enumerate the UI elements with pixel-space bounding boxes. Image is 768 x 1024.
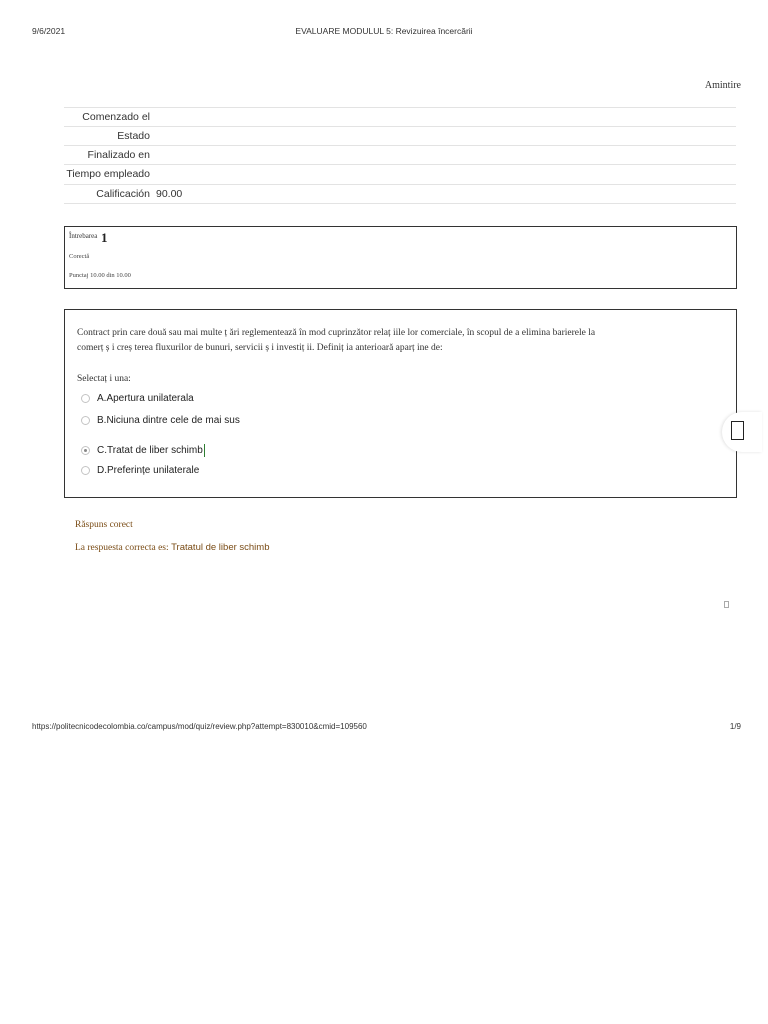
summary-label: Estado [117, 130, 150, 142]
summary-label: Finalizado en [87, 149, 150, 161]
summary-row-grade [64, 184, 736, 204]
text-cursor [204, 444, 205, 457]
summary-row-state [64, 126, 736, 145]
option-label: B.Niciuna dintre cele de mai sus [97, 415, 240, 426]
summary-row-time [64, 164, 736, 184]
question-label: Întrebarea [69, 232, 98, 240]
question-content-box [64, 309, 737, 498]
summary-label: Comenzado el [82, 111, 150, 123]
drawer-icon [731, 421, 744, 440]
placeholder-glyph-icon [724, 601, 729, 608]
answer-option-c[interactable] [81, 444, 205, 457]
summary-value [150, 127, 156, 145]
option-label: C.Tratat de liber schimb [97, 445, 203, 456]
answer-option-d[interactable] [81, 465, 199, 476]
question-info-box [64, 226, 737, 289]
summary-label: Tiempo empleado [66, 168, 150, 180]
answer-prompt: Selectaț i una: [77, 374, 131, 384]
print-title: EVALUARE MODULUL 5: Revizuirea încercării [295, 26, 473, 36]
summary-value [150, 146, 156, 164]
summary-row-finished [64, 145, 736, 164]
correct-answer-value: Tratatul de liber schimb [171, 542, 270, 553]
print-url: https://politecnicodecolombia.co/campus/mod/quiz/review.php?attempt=830010&cmid=109560 [32, 722, 367, 731]
summary-value [150, 165, 156, 184]
summary-label: Calificación [96, 188, 150, 200]
print-page-number: 1/9 [729, 722, 741, 731]
print-date: 9/6/2021 [32, 26, 66, 36]
answer-option-b[interactable] [81, 415, 240, 426]
option-label: D.Preferințe unilaterale [97, 465, 200, 476]
option-label: A.Apertura unilaterala [97, 393, 194, 404]
answer-option-a[interactable] [81, 393, 194, 404]
radio-button[interactable] [81, 394, 90, 403]
correct-answer-prefix: La respuesta correcta es: [75, 543, 169, 553]
correct-answer [75, 542, 270, 553]
radio-button[interactable] [81, 416, 90, 425]
question-text: Contract prin care două sau mai multe ț ări reglementează în mod cuprinzător relaț iile lor comerciale, în scopul de a elimina barierele la comerț ș i creș terea fluxurilor de bunuri, servicii ș i investiț ii. Definiț ia anterioară aparț ine de: [77, 328, 596, 353]
radio-button-selected[interactable] [81, 446, 90, 455]
summary-value [150, 108, 156, 126]
attempt-summary-table [64, 107, 736, 204]
summary-row-started [64, 107, 736, 126]
question-state: Corectă [69, 253, 90, 260]
summary-value: 90.00 [156, 188, 183, 200]
feedback-status: Răspuns corect [75, 520, 133, 530]
review-link[interactable]: Amintire [704, 80, 741, 91]
side-drawer-toggle[interactable] [722, 412, 762, 452]
question-grade: Punctaj 10.00 din 10.00 [69, 272, 131, 279]
question-number: 1 [101, 230, 108, 245]
radio-button[interactable] [81, 466, 90, 475]
